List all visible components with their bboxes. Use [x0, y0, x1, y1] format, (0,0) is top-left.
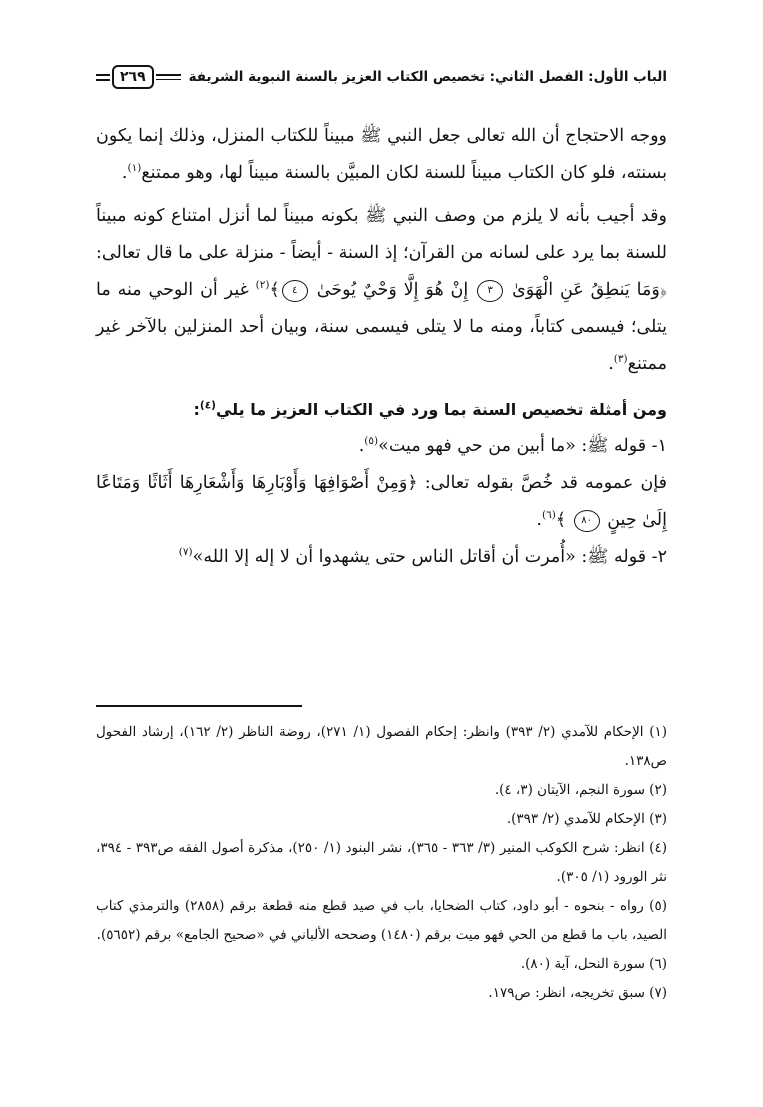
paragraph-text: وقد أجيب بأنه لا يلزم من وصف النبي ﷺ بكونه مبيناً لما أنزل امتناع كونه مبيناً للسنة بما يرد على لسانه من القرآن؛ إذ السنة - أيضاً - منزلة على ما قال تعالى: ﴿وَمَا يَنطِقُ عَنِ الْهَوَىٰ: [96, 206, 667, 300]
verse-text: إِنْ هُوَ إِلَّا وَحْيٌ يُوحَىٰ: [316, 280, 469, 300]
footnote-ref[interactable]: (١): [127, 162, 142, 175]
paragraph-reply: [96, 198, 667, 383]
punctuation: :: [193, 400, 200, 419]
footnote-4: (٤) انظر: شرح الكوكب المنير (٣/ ٣٦٣ - ٣٦٥)، نشر البنود (١/ ٢٥٠)، مذكرة أصول الفقه ص٣٩٣ - ٣٩٤، نثر الورود (١/ ٣٠٥).: [96, 840, 667, 885]
verse-number-marker: ٣: [477, 280, 503, 302]
footnote-3: (٣) الإحكام للآمدي (٢/ ٣٩٣).: [506, 811, 667, 827]
page-number: ٢٦٩: [112, 65, 154, 89]
footnote-divider: [96, 705, 302, 707]
header-rule: [156, 74, 181, 80]
footnote-2: (٢) سورة النجم، الآيتان (٣، ٤).: [494, 782, 667, 798]
header-rule-tail: [96, 74, 110, 81]
footnote-ref[interactable]: (٣): [613, 353, 628, 366]
footnote-1: (١) الإحكام للآمدي (٢/ ٣٩٣) وانظر: إحكام الفصول (١/ ٢٧١)، روضة الناظر (٢/ ١٦٢)، إرشاد الفحول ص١٣٨.: [96, 724, 668, 769]
header-title: الباب الأول: الفصل الثاني: تخصيص الكتاب العزيز بالسنة النبوية الشريفة: [188, 69, 667, 85]
footnote-7: (٧) سبق تخريجه، انظر: ص١٧٩.: [488, 985, 667, 1001]
verse-number-marker: ٨٠: [574, 510, 600, 532]
subheading-text: ومن أمثلة تخصيص السنة بما ورد في الكتاب العزيز ما يلي: [215, 400, 667, 419]
section-subheading: [96, 391, 667, 428]
paragraph-argument: [96, 118, 667, 192]
footnote-ref[interactable]: (٧): [178, 546, 193, 559]
verse-number-marker: ٤: [282, 280, 308, 302]
footnote-6: (٦) سورة النحل، آية (٨٠).: [520, 956, 667, 972]
paragraph-specification: [96, 465, 667, 539]
item-text: ٢- قوله ﷺ: «أُمرت أن أقاتل الناس حتى يشهدوا أن لا إله إلا الله»: [192, 547, 667, 567]
punctuation: .: [358, 436, 365, 456]
main-text: [96, 118, 667, 576]
paragraph-text: غير أن الوحي منه ما يتلى؛ فيسمى كتاباً، ومنه ما لا يتلى فيسمى سنة، وبيان أحد المنزلين بالآخر غير ممتنع: [96, 280, 667, 374]
punctuation: .: [121, 163, 128, 183]
footnotes: [96, 718, 667, 1008]
footnote-ref[interactable]: (٥): [364, 435, 379, 448]
footnote-5: (٥) رواه - بنحوه - أبو داود، كتاب الضحايا، باب في صيد قطع منه قطعة برقم (٢٨٥٨) والترمذي كتاب الصيد، باب ما قطع من الحي فهو ميت برقم (١٤٨٠) وصححه الألباني في «صحيح الجامع» برقم (٥٦٥٢).: [96, 898, 667, 943]
footnote-ref[interactable]: (٤): [199, 399, 216, 412]
quran-bracket: ﴾: [555, 510, 567, 530]
example-item-1: [96, 428, 667, 465]
item-text: ١- قوله ﷺ: «ما أبين من حي فهو ميت»: [378, 436, 667, 456]
punctuation: .: [536, 510, 542, 530]
punctuation: .: [608, 354, 614, 374]
footnote-ref[interactable]: (٢): [255, 279, 270, 292]
running-header: [96, 60, 667, 94]
footnote-ref[interactable]: (٦): [541, 509, 556, 522]
quran-bracket: ﴾: [269, 280, 280, 300]
paragraph-text: ووجه الاحتجاج أن الله تعالى جعل النبي ﷺ مبيناً للكتاب المنزل، وذلك إنما يكون بسنته، فلو كان الكتاب مبيناً للسنة لكان المبيَّن بالسنة مبيناً لها، وهو ممتنع: [96, 126, 667, 183]
paragraph-text: فإن عمومه قد خُصَّ بقوله تعالى: ﴿وَمِنْ أَصْوَافِهَا وَأَوْبَارِهَا وَأَشْعَارِهَا أَثَاثًا وَمَتَاعًا إِلَىٰ حِينٍ: [96, 473, 667, 530]
example-item-2: [96, 539, 667, 576]
